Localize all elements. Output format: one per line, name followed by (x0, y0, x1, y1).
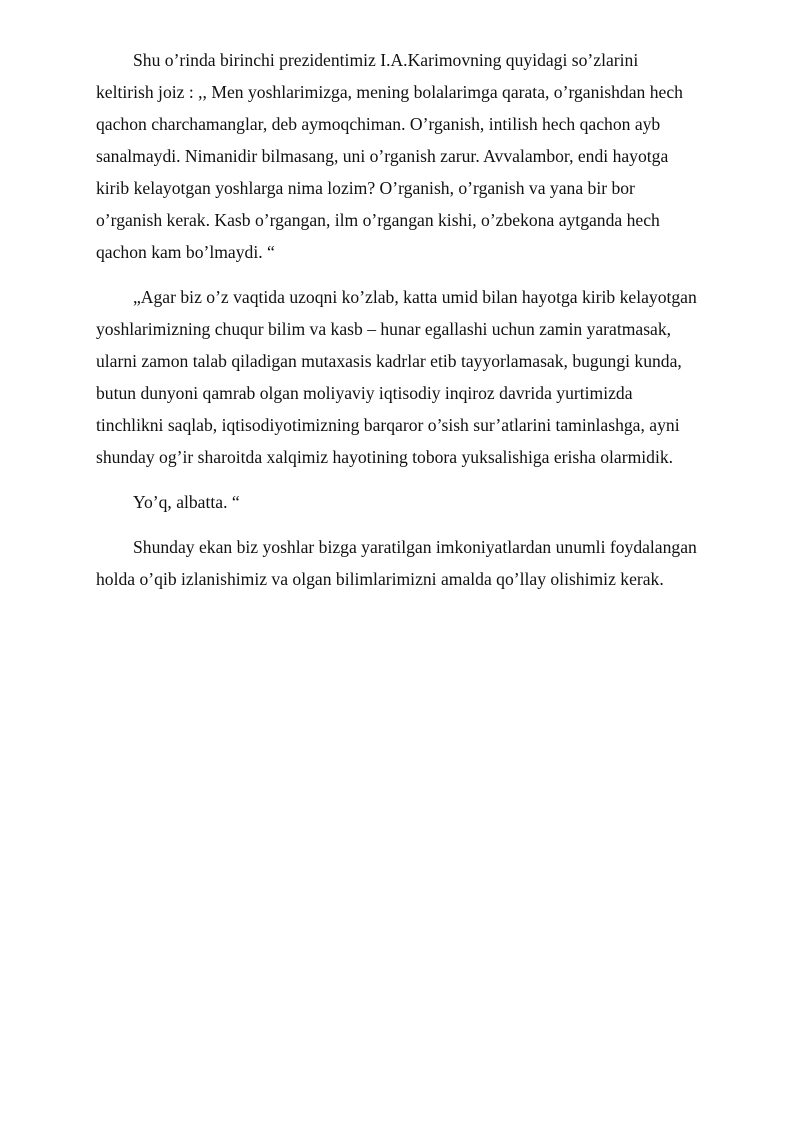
paragraph-quote-body (96, 281, 728, 473)
text-line: kirib kelayotgan yoshlarga nima lozim? O’rganish, o’rganish va yana bir bor (96, 178, 635, 198)
document-body (96, 44, 728, 608)
text-line: Shu o’rinda birinchi prezidentimiz I.A.Karimovning quyidagi so’zlarini (133, 50, 639, 70)
text-line: qachon kam bo’lmaydi. “ (96, 242, 275, 262)
text-line: holda o’qib izlanishimiz va olgan bilimlarimizni amalda qo’llay olishimiz kerak. (96, 569, 664, 589)
text-line: Shunday ekan biz yoshlar bizga yaratilgan imkoniyatlardan unumli foydalangan (133, 537, 697, 557)
text-line: butun dunyoni qamrab olgan moliyaviy iqtisodiy inqiroz davrida yurtimizda (96, 383, 633, 403)
text-line: Yo’q, albatta. “ (133, 492, 240, 512)
text-line: „Agar biz o’z vaqtida uzoqni ko’zlab, katta umid bilan hayotga kirib kelayotgan (133, 287, 697, 307)
paragraph-conclusion (96, 531, 728, 595)
text-line: keltirish joiz : ,, Men yoshlarimizga, mening bolalarimga qarata, o’rganishdan hech (96, 82, 683, 102)
text-line: o’rganish kerak. Kasb o’rgangan, ilm o’rgangan kishi, o’zbekona aytganda hech (96, 210, 660, 230)
text-line: yoshlarimizning chuqur bilim va kasb – hunar egallashi uchun zamin yaratmasak, (96, 319, 672, 339)
text-line: qachon charchamanglar, deb aymoqchiman. O’rganish, intilish hech qachon ayb (96, 114, 661, 134)
paragraph-answer (96, 486, 728, 518)
text-line: ularni zamon talab qiladigan mutaxasis kadrlar etib tayyorlamasak, bugungi kunda, (96, 351, 682, 371)
text-line: tinchlikni saqlab, iqtisodiyotimizning barqaror o’sish sur’atlarini taminlashga, ayni (96, 415, 680, 435)
text-line: shunday og’ir sharoitda xalqimiz hayotining tobora yuksalishiga erisha olarmidik. (96, 447, 674, 467)
text-line: sanalmaydi. Nimanidir bilmasang, uni o’rganish zarur. Avvalambor, endi hayotga (96, 146, 669, 166)
paragraph-quote-intro (96, 44, 728, 268)
